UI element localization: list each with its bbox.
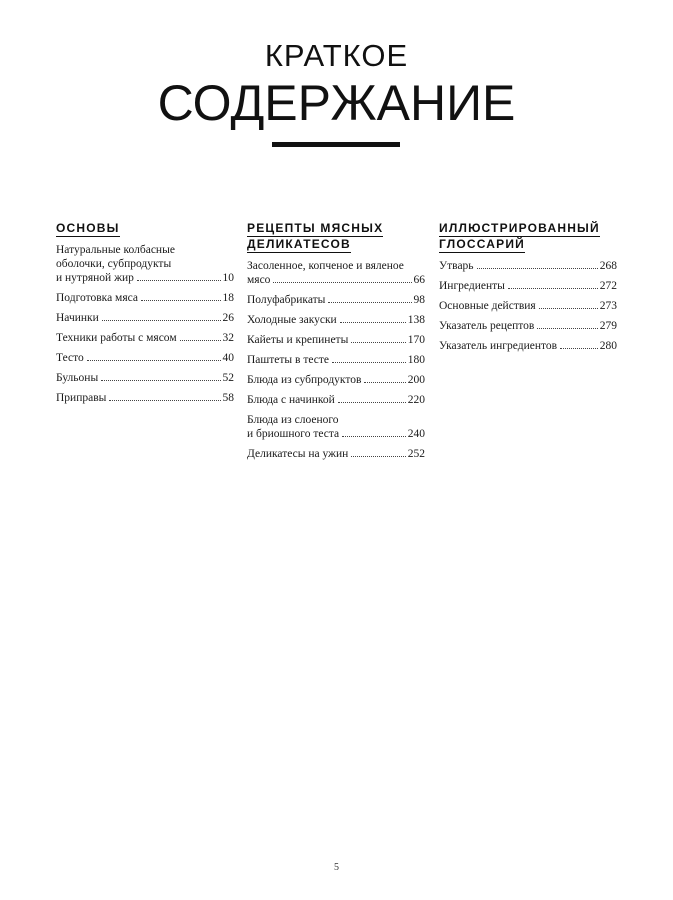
toc-column-basics <box>56 220 234 411</box>
toc-entry[interactable] <box>247 313 425 327</box>
toc-entry-title: Техники работы с мясом <box>56 332 177 344</box>
toc-entry-title: и бриошного теста <box>247 428 340 440</box>
dot-leader <box>141 300 221 301</box>
dot-leader <box>477 268 598 269</box>
toc-entry-page: 280 <box>599 340 617 352</box>
toc-entry-page: 66 <box>413 274 425 286</box>
section-heading <box>439 220 617 252</box>
toc-entry-title: Основные действия <box>439 300 536 312</box>
dot-leader <box>273 282 411 283</box>
dot-leader <box>364 382 405 383</box>
toc-entry-page: 98 <box>413 294 425 306</box>
toc-entry[interactable] <box>56 351 234 365</box>
toc-entry-title: Кайеты и крепинеты <box>247 334 349 346</box>
toc-entry[interactable] <box>247 333 425 347</box>
toc-entry-page: 10 <box>222 272 234 284</box>
dot-leader <box>338 402 406 403</box>
toc-entry[interactable] <box>247 259 425 287</box>
dot-leader <box>137 280 221 281</box>
toc-entry-title: Полуфабрикаты <box>247 294 326 306</box>
dot-leader <box>328 302 411 303</box>
toc-entry-title: Указатель ингредиентов <box>439 340 558 352</box>
toc-entry-page: 58 <box>222 392 234 404</box>
toc-entry-page: 180 <box>407 354 425 366</box>
toc-entry-title: Указатель рецептов <box>439 320 535 332</box>
toc-entry-title: Блюда из субпродуктов <box>247 374 362 386</box>
dot-leader <box>340 322 406 323</box>
toc-entry-page: 52 <box>222 372 234 384</box>
toc-entry[interactable] <box>56 311 234 325</box>
toc-entry[interactable] <box>247 353 425 367</box>
toc-entry-title: и нутряной жир <box>56 272 134 284</box>
toc-entry[interactable] <box>439 319 617 333</box>
toc-entry-title: Холодные закуски <box>247 314 337 326</box>
title-line-1: КРАТКОЕ <box>264 38 409 73</box>
toc-entry-page: 240 <box>407 428 425 440</box>
toc-entry-page: 220 <box>407 394 425 406</box>
section-heading-line: ОСНОВЫ <box>56 221 120 235</box>
toc-entry[interactable] <box>247 293 425 307</box>
toc-entry-title: Паштеты в тесте <box>247 354 329 366</box>
title-underline <box>272 142 400 147</box>
section-heading <box>56 220 234 236</box>
toc-column-recipes <box>247 220 425 467</box>
toc-entry[interactable] <box>439 339 617 353</box>
toc-entry[interactable] <box>247 413 425 441</box>
dot-leader <box>342 436 406 437</box>
section-heading <box>247 220 425 252</box>
toc-entry-title: Подготовка мяса <box>56 292 138 304</box>
toc-entry-title-line: Натуральные колбасные <box>56 244 175 256</box>
toc-entry[interactable] <box>56 243 234 285</box>
toc-entry-title: Начинки <box>56 312 99 324</box>
page-title: СОДЕРЖАНИЕ <box>157 75 516 131</box>
toc-entry-page: 279 <box>599 320 617 332</box>
toc-entry[interactable] <box>439 299 617 313</box>
toc-entry[interactable] <box>247 393 425 407</box>
toc-entry-title-line: Засоленное, копченое и вяленое <box>247 260 404 272</box>
toc-entry-title: Ингредиенты <box>439 280 505 292</box>
dot-leader <box>109 400 220 401</box>
dot-leader <box>508 288 598 289</box>
toc-entry-title-line: Блюда из слоеного <box>247 414 339 426</box>
dot-leader <box>180 340 221 341</box>
toc-entry[interactable] <box>56 391 234 405</box>
page-number: 5 <box>334 862 339 873</box>
toc-entry-page: 272 <box>599 280 617 292</box>
toc-entry-title: Бульоны <box>56 372 99 384</box>
toc-column-glossary <box>439 220 617 359</box>
toc-entry-page: 26 <box>222 312 234 324</box>
dot-leader <box>537 328 597 329</box>
toc-entry-page: 273 <box>599 300 617 312</box>
dot-leader <box>351 342 405 343</box>
section-heading-line: ГЛОССАРИЙ <box>439 237 526 251</box>
toc-entry-page: 138 <box>407 314 425 326</box>
dot-leader <box>101 380 220 381</box>
dot-leader <box>332 362 406 363</box>
toc-entry-page: 18 <box>222 292 234 304</box>
toc-entry[interactable] <box>247 373 425 387</box>
toc-entry[interactable] <box>439 279 617 293</box>
toc-entry-page: 170 <box>407 334 425 346</box>
section-heading-line: ДЕЛИКАТЕСОВ <box>247 237 351 251</box>
toc-entry-title: Блюда с начинкой <box>247 394 335 406</box>
toc-entry[interactable] <box>439 259 617 273</box>
toc-entry-page: 40 <box>222 352 234 364</box>
toc-entry-title: Деликатесы на ужин <box>247 448 349 460</box>
toc-entry-title: Приправы <box>56 392 107 404</box>
section-heading-line: РЕЦЕПТЫ МЯСНЫХ <box>247 221 384 235</box>
toc-entry-title: мясо <box>247 274 271 286</box>
dot-leader <box>102 320 221 321</box>
dot-leader <box>351 456 405 457</box>
toc-entry-page: 268 <box>599 260 617 272</box>
toc-entry-title-line: оболочки, субпродукты <box>56 258 172 270</box>
toc-entry[interactable] <box>56 291 234 305</box>
toc-entry[interactable] <box>56 331 234 345</box>
toc-entry-title: Утварь <box>439 260 474 272</box>
toc-entry-page: 200 <box>407 374 425 386</box>
toc-entry[interactable] <box>56 371 234 385</box>
toc-entry-title: Тесто <box>56 352 84 364</box>
toc-entry-page: 32 <box>222 332 234 344</box>
section-heading-line: ИЛЛЮСТРИРОВАННЫЙ <box>439 221 600 235</box>
dot-leader <box>560 348 598 349</box>
toc-entry-page: 252 <box>407 448 425 460</box>
toc-entry[interactable] <box>247 447 425 461</box>
dot-leader <box>539 308 598 309</box>
dot-leader <box>87 360 221 361</box>
